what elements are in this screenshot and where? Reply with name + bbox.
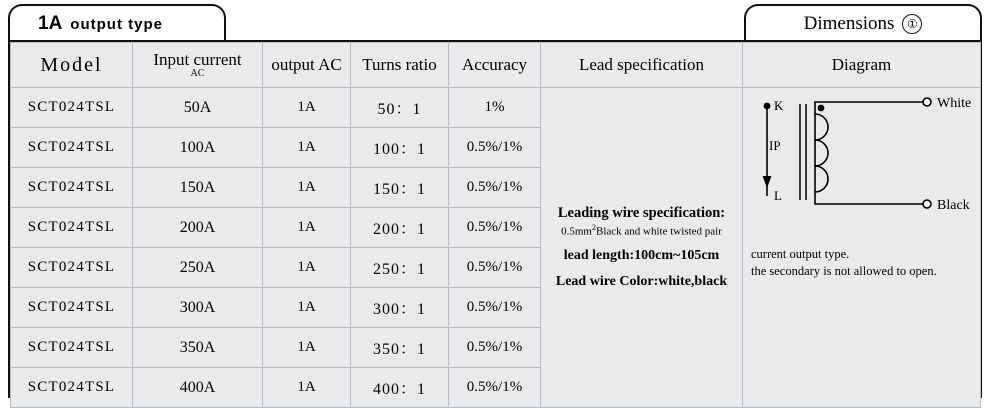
cell-input-current: 200A xyxy=(133,208,263,248)
cell-accuracy: 0.5%/1% xyxy=(449,368,541,408)
cell-accuracy: 0.5%/1% xyxy=(449,248,541,288)
cell-turns-ratio: 150：1 xyxy=(351,168,449,208)
dimensions-badge-icon: ① xyxy=(902,14,922,34)
output-type-tab xyxy=(8,4,226,42)
diagram-label-ip: IP xyxy=(769,138,781,153)
cell-turns-ratio: 400：1 xyxy=(351,368,449,408)
column-header-input-current-label: Input current xyxy=(153,50,242,69)
wiring-diagram-icon xyxy=(743,88,979,248)
cell-input-current: 150A xyxy=(133,168,263,208)
cell-accuracy: 1% xyxy=(449,88,541,128)
column-header-diagram: Diagram xyxy=(743,43,981,88)
diagram-label-black: Black xyxy=(937,198,970,213)
cell-output-ac: 1A xyxy=(263,208,351,248)
cell-output-ac: 1A xyxy=(263,328,351,368)
cell-turns-ratio: 350：1 xyxy=(351,328,449,368)
cell-input-current: 50A xyxy=(133,88,263,128)
cell-output-ac: 1A xyxy=(263,88,351,128)
cell-accuracy: 0.5%/1% xyxy=(449,288,541,328)
cell-turns-ratio: 100：1 xyxy=(351,128,449,168)
cell-output-ac: 1A xyxy=(263,248,351,288)
cell-input-current: 350A xyxy=(133,328,263,368)
diagram-label-k: K xyxy=(774,98,784,113)
cell-accuracy: 0.5%/1% xyxy=(449,328,541,368)
cell-model: SCT024TSL xyxy=(11,128,133,168)
cell-model: SCT024TSL xyxy=(11,328,133,368)
cell-accuracy: 0.5%/1% xyxy=(449,208,541,248)
table-row xyxy=(11,88,981,128)
column-header-input-current xyxy=(133,43,263,88)
diagram-label-l: L xyxy=(774,188,782,203)
cell-model: SCT024TSL xyxy=(11,88,133,128)
cell-input-current: 100A xyxy=(133,128,263,168)
spec-table xyxy=(10,42,981,408)
lead-spec-line-4: Lead wire Color:white,black xyxy=(555,273,728,289)
lead-spec-line-2-prefix: 0.5mm xyxy=(561,225,592,238)
cell-input-current: 300A xyxy=(133,288,263,328)
cell-model: SCT024TSL xyxy=(11,368,133,408)
cell-accuracy: 0.5%/1% xyxy=(449,168,541,208)
cell-model: SCT024TSL xyxy=(11,168,133,208)
column-header-turns-ratio: Turns ratio xyxy=(351,43,449,88)
cell-lead-specification xyxy=(541,88,743,408)
lead-spec-line-2-suffix: Black and white twisted pair xyxy=(596,225,722,238)
diagram-wrap xyxy=(743,88,980,407)
column-header-lead-specification: Lead specification xyxy=(541,43,743,88)
output-type-code: 1A xyxy=(38,13,63,34)
cell-input-current: 250A xyxy=(133,248,263,288)
cell-model: SCT024TSL xyxy=(11,288,133,328)
cell-input-current: 400A xyxy=(133,368,263,408)
cell-accuracy: 0.5%/1% xyxy=(449,128,541,168)
cell-turns-ratio: 250：1 xyxy=(351,248,449,288)
header-band xyxy=(8,4,982,42)
spec-table-container xyxy=(8,40,982,398)
column-header-output-ac: output AC xyxy=(263,43,351,88)
lead-spec-line-2 xyxy=(541,224,742,238)
column-header-input-current-sub: AC xyxy=(190,68,205,79)
diagram-note-line-2: the secondary is not allowed to open. xyxy=(751,263,937,278)
diagram-label-white: White xyxy=(937,96,972,111)
output-type-label: output type xyxy=(70,15,163,33)
cell-turns-ratio: 50：1 xyxy=(351,88,449,128)
column-header-model: Model xyxy=(11,43,133,88)
cell-output-ac: 1A xyxy=(263,368,351,408)
cell-output-ac: 1A xyxy=(263,288,351,328)
lead-spec-line-1: Leading wire specification: xyxy=(557,204,726,221)
table-header-row xyxy=(11,43,981,88)
diagram-note xyxy=(751,246,937,280)
cell-turns-ratio: 200：1 xyxy=(351,208,449,248)
lead-spec-line-3: lead length:100cm~105cm xyxy=(563,248,720,264)
cell-output-ac: 1A xyxy=(263,168,351,208)
lead-spec-line-2-sup: 2 xyxy=(592,222,596,232)
dimensions-label: Dimensions xyxy=(803,13,895,34)
cell-diagram xyxy=(743,88,981,408)
cell-model: SCT024TSL xyxy=(11,208,133,248)
column-header-accuracy: Accuracy xyxy=(449,43,541,88)
cell-output-ac: 1A xyxy=(263,128,351,168)
diagram-note-line-1: current output type. xyxy=(751,247,850,261)
dimensions-tab xyxy=(744,4,982,42)
cell-turns-ratio: 300：1 xyxy=(351,288,449,328)
cell-model: SCT024TSL xyxy=(11,248,133,288)
